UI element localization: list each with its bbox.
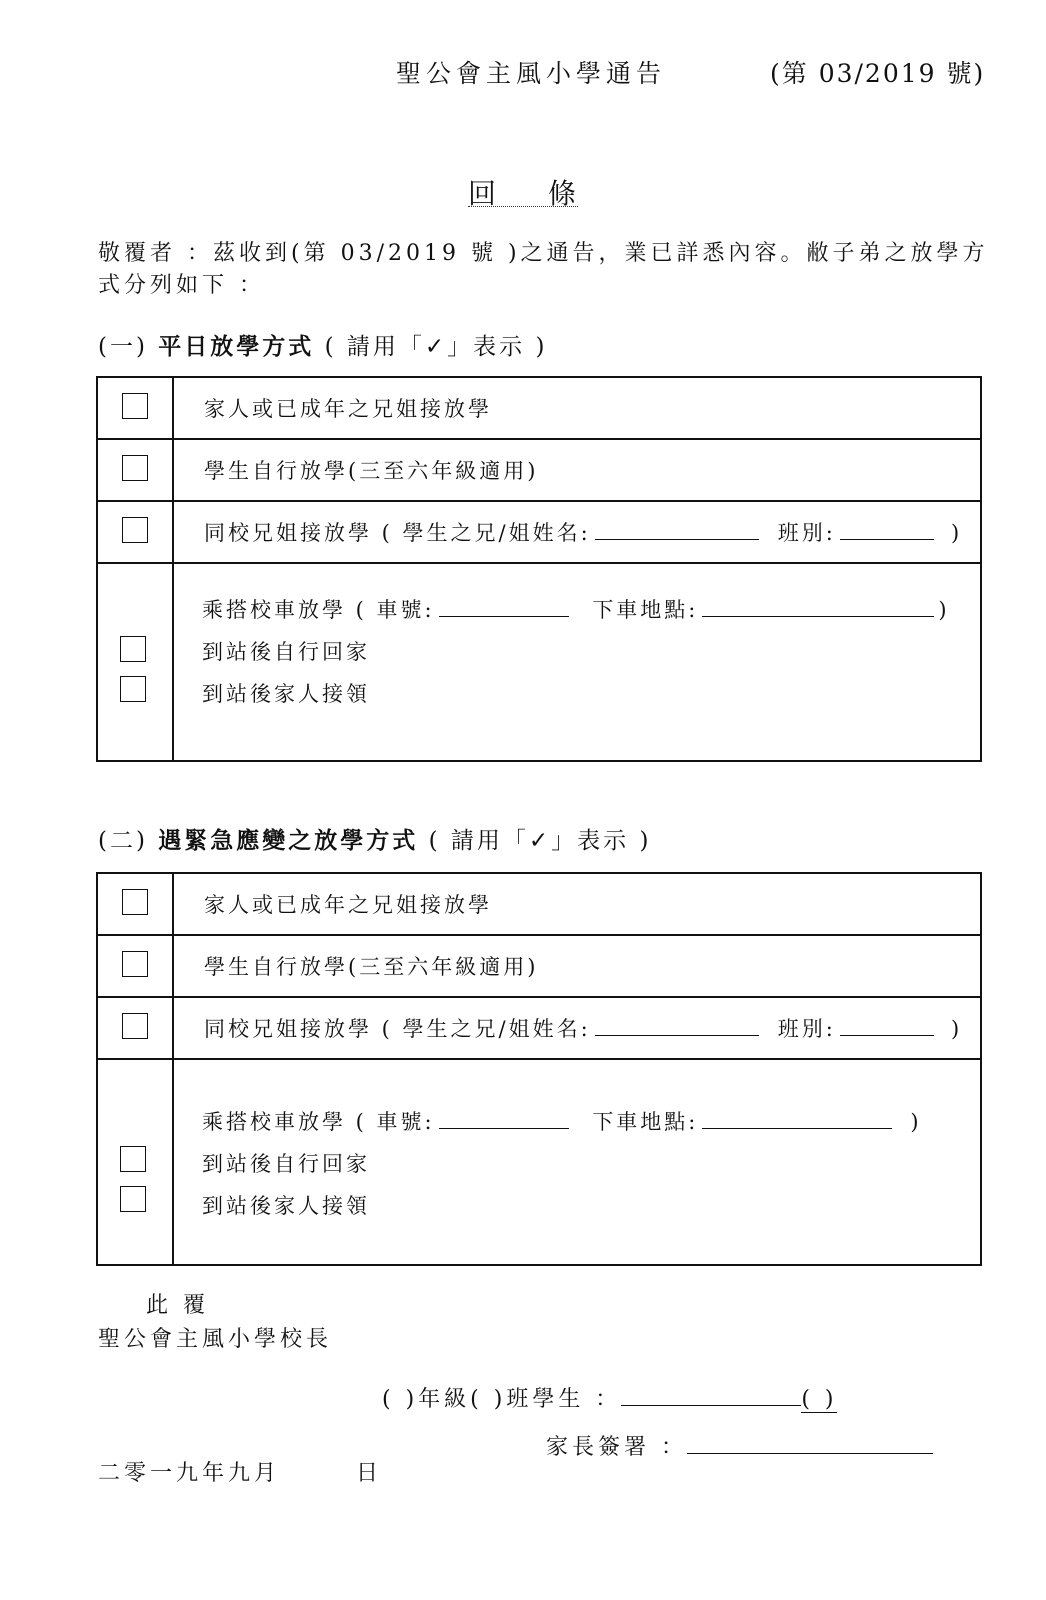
option-family-label: 家人或已成年之兄姐接放學 — [204, 397, 492, 421]
intro-line-1: 敬覆者 ：茲收到(第 03/2019 號 )之通告，業已詳悉內容。敝子弟之放學方 — [98, 241, 989, 266]
slip-title-left: 回 — [468, 177, 499, 210]
bus-stop-field[interactable] — [702, 1110, 892, 1129]
sibling-class-label: 班別: — [777, 521, 836, 545]
notice-number: (第 03/2019 號) — [770, 59, 986, 88]
parent-signature-field[interactable] — [687, 1433, 933, 1454]
option-row-bus — [97, 1059, 981, 1265]
option-sibling-label: 同校兄姐接放學 ( 學生之兄/姐姓名: — [204, 1017, 591, 1041]
checkbox-family[interactable] — [122, 393, 148, 419]
option-sibling-label: 同校兄姐接放學 ( 學生之兄/姐姓名: — [204, 521, 591, 545]
student-number-paren: ( ) — [801, 1387, 838, 1412]
sibling-name-field[interactable] — [595, 1017, 759, 1036]
check-mark-icon: ✓ — [424, 334, 448, 360]
section-1-prefix: (一) — [98, 334, 148, 360]
checkbox-bus-pickup[interactable] — [120, 676, 146, 702]
sibling-name-field[interactable] — [595, 521, 759, 540]
sibling-class-label: 班別: — [777, 1017, 836, 1041]
bus-option-line — [202, 1106, 922, 1136]
bus-home-label: 到站後自行回家 — [202, 640, 370, 664]
bus-label: 乘搭校車放學 ( 車號: — [202, 598, 435, 622]
parent-signature-line — [546, 1430, 933, 1461]
option-row-sibling — [97, 997, 981, 1059]
option-row-bus — [97, 563, 981, 761]
checkbox-family[interactable] — [122, 889, 148, 915]
bus-pickup-label: 到站後家人接領 — [202, 682, 370, 706]
date-text: 二零一九年九月 — [98, 1461, 281, 1486]
sibling-class-field[interactable] — [840, 521, 934, 540]
section-2-heading — [98, 822, 651, 855]
section-2-hint-after: 」表示 ) — [551, 828, 652, 854]
option-row-family — [97, 873, 981, 935]
checkbox-sibling[interactable] — [122, 1013, 148, 1039]
student-grade-class-label: ( )年級( )班學生 ： — [382, 1387, 622, 1412]
checkbox-self[interactable] — [122, 455, 148, 481]
bus-label: 乘搭校車放學 ( 車號: — [202, 1110, 435, 1134]
checkbox-bus-home[interactable] — [120, 636, 146, 662]
addressee-text: 聖公會主風小學校長 — [98, 1327, 333, 1352]
bus-close-paren: ) — [938, 598, 950, 622]
bus-stop-label: 下車地點: — [592, 1110, 699, 1134]
date-day-text: 日 — [356, 1461, 383, 1486]
student-info-line — [382, 1382, 837, 1413]
school-notice-title: 聖公會主風小學通告 — [396, 59, 667, 88]
closing-text: 此 覆 — [146, 1293, 209, 1318]
intro-line-2: 式分列如下 ： — [98, 273, 265, 298]
parent-signature-label: 家長簽署 ： — [546, 1435, 687, 1460]
bus-option-line — [202, 594, 950, 624]
sibling-close-paren: ) — [950, 521, 960, 545]
slip-title-right: 條 — [548, 177, 579, 210]
bus-stop-label: 下車地點: — [592, 598, 699, 622]
option-row-family — [97, 377, 981, 439]
section-1-title: 平日放學方式 — [158, 333, 315, 360]
checkbox-bus-pickup[interactable] — [120, 1186, 146, 1212]
bus-number-field[interactable] — [439, 1110, 569, 1129]
option-row-sibling — [97, 501, 981, 563]
bus-pickup-label: 到站後家人接領 — [202, 1194, 370, 1218]
checkbox-self[interactable] — [122, 951, 148, 977]
section-2-title: 遇緊急應變之放學方式 — [158, 827, 419, 854]
option-family-label: 家人或已成年之兄姐接放學 — [204, 893, 492, 917]
bus-home-label: 到站後自行回家 — [202, 1152, 370, 1176]
bus-stop-field[interactable] — [702, 598, 934, 617]
option-self-label: 學生自行放學(三至六年級適用) — [204, 955, 539, 979]
slip-title-underline — [468, 206, 578, 207]
option-self-label: 學生自行放學(三至六年級適用) — [204, 459, 539, 483]
bus-close-paren: ) — [910, 1110, 922, 1134]
check-mark-icon: ✓ — [528, 828, 552, 854]
section-1-heading — [98, 328, 547, 361]
section-1-hint-after: 」表示 ) — [447, 334, 548, 360]
option-row-self — [97, 935, 981, 997]
section-2-prefix: (二) — [98, 828, 148, 854]
bus-number-field[interactable] — [439, 598, 569, 617]
checkbox-bus-home[interactable] — [120, 1146, 146, 1172]
section-1-hint-before: ( 請用「 — [324, 334, 425, 360]
student-name-field[interactable] — [621, 1385, 801, 1406]
option-row-self — [97, 439, 981, 501]
section-2-hint-before: ( 請用「 — [428, 828, 529, 854]
section-1-options-table — [96, 376, 982, 762]
checkbox-sibling[interactable] — [122, 517, 148, 543]
sibling-close-paren: ) — [950, 1017, 960, 1041]
section-2-options-table — [96, 872, 982, 1266]
sibling-class-field[interactable] — [840, 1017, 934, 1036]
